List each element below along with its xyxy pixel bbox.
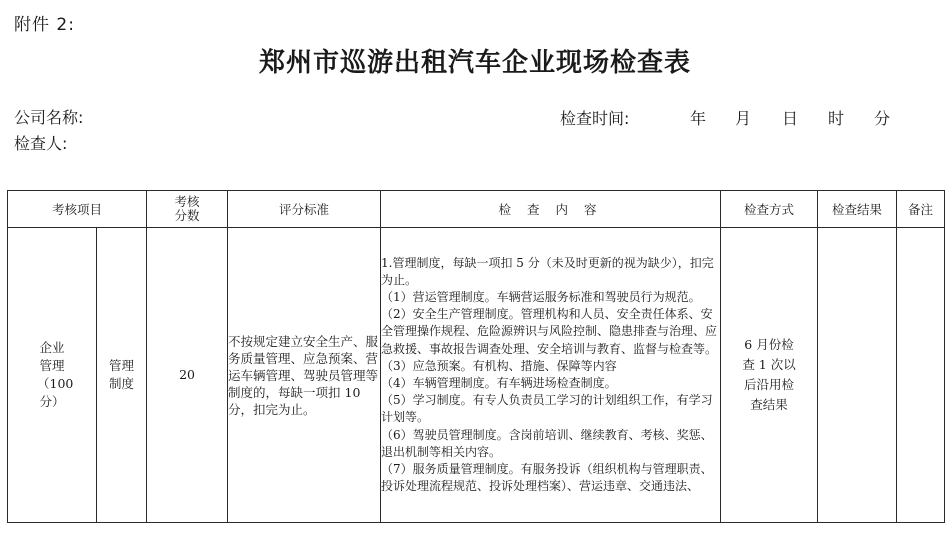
company-name-label: 公司名称: <box>14 108 84 127</box>
header-item: 考核项目 <box>8 191 147 228</box>
header-remark: 备注 <box>897 191 945 228</box>
time-unit-year: 年 <box>690 109 707 128</box>
subitem-cell: 管理制度 <box>97 228 147 523</box>
content-line: （5）学习制度。有专人负责员工学习的计划组织工作，有学习计划等。 <box>381 393 713 425</box>
header-method: 检查方式 <box>721 191 818 228</box>
method-cell: 6 月份检查 1 次以后沿用检查结果 <box>721 228 818 523</box>
table-row <box>8 228 945 523</box>
page-title: 郑州市巡游出租汽车企业现场检查表 <box>258 48 691 78</box>
time-unit-month: 月 <box>735 109 752 128</box>
header-content: 检 查 内 容 <box>381 191 721 228</box>
time-unit-day: 日 <box>782 109 799 128</box>
table-header-row <box>8 191 945 228</box>
content-line: （7）服务质量管理制度。有服务投诉（组织机构与管理职责、投诉处理流程规范、投诉处理档案）、营运违章、交通违法、 <box>381 462 713 494</box>
score-cell: 20 <box>147 228 228 523</box>
content-cell <box>381 228 721 523</box>
remark-cell[interactable] <box>897 228 945 523</box>
header-criteria: 评分标准 <box>228 191 381 228</box>
inspection-time-label: 检查时间: <box>560 109 630 128</box>
content-line: （2）安全生产管理制度。管理机构和人员、安全责任体系、安全管理操作规程、危险源辨识与风险控制、隐患排查与治理、应急救援、事故报告调查处理、安全培训与教育、监督与检查等。 <box>381 307 718 356</box>
content-line: （3）应急预案。有机构、措施、保障等内容 <box>381 358 617 373</box>
content-line: （6）驾驶员管理制度。含岗前培训、继续教育、考核、奖惩、退出机制等相关内容。 <box>381 427 713 459</box>
time-unit-minute: 分 <box>874 109 891 128</box>
content-line: 1.管理制度，每缺一项扣 5 分（未及时更新的视为缺少），扣完为止。 <box>381 255 714 287</box>
criteria-cell: 不按规定建立安全生产、服务质量管理、应急预案、营运车辆管理、驾驶员管理等制度的，每缺一项扣 10 分，扣完为止。 <box>228 228 381 523</box>
category-cell: 企业管理（100分） <box>8 228 97 523</box>
inspector-label: 检查人: <box>14 134 68 153</box>
header-score: 考核分数 <box>147 191 228 228</box>
inspection-table <box>7 190 945 523</box>
time-unit-hour: 时 <box>828 109 845 128</box>
attachment-label: 附件 2: <box>14 15 75 35</box>
content-line: （4）车辆管理制度。有车辆进场检查制度。 <box>381 376 617 390</box>
header-result: 检查结果 <box>818 191 897 228</box>
content-line: （1）营运管理制度。车辆营运服务标准和驾驶员行为规范。 <box>381 289 701 304</box>
result-cell[interactable] <box>818 228 897 523</box>
